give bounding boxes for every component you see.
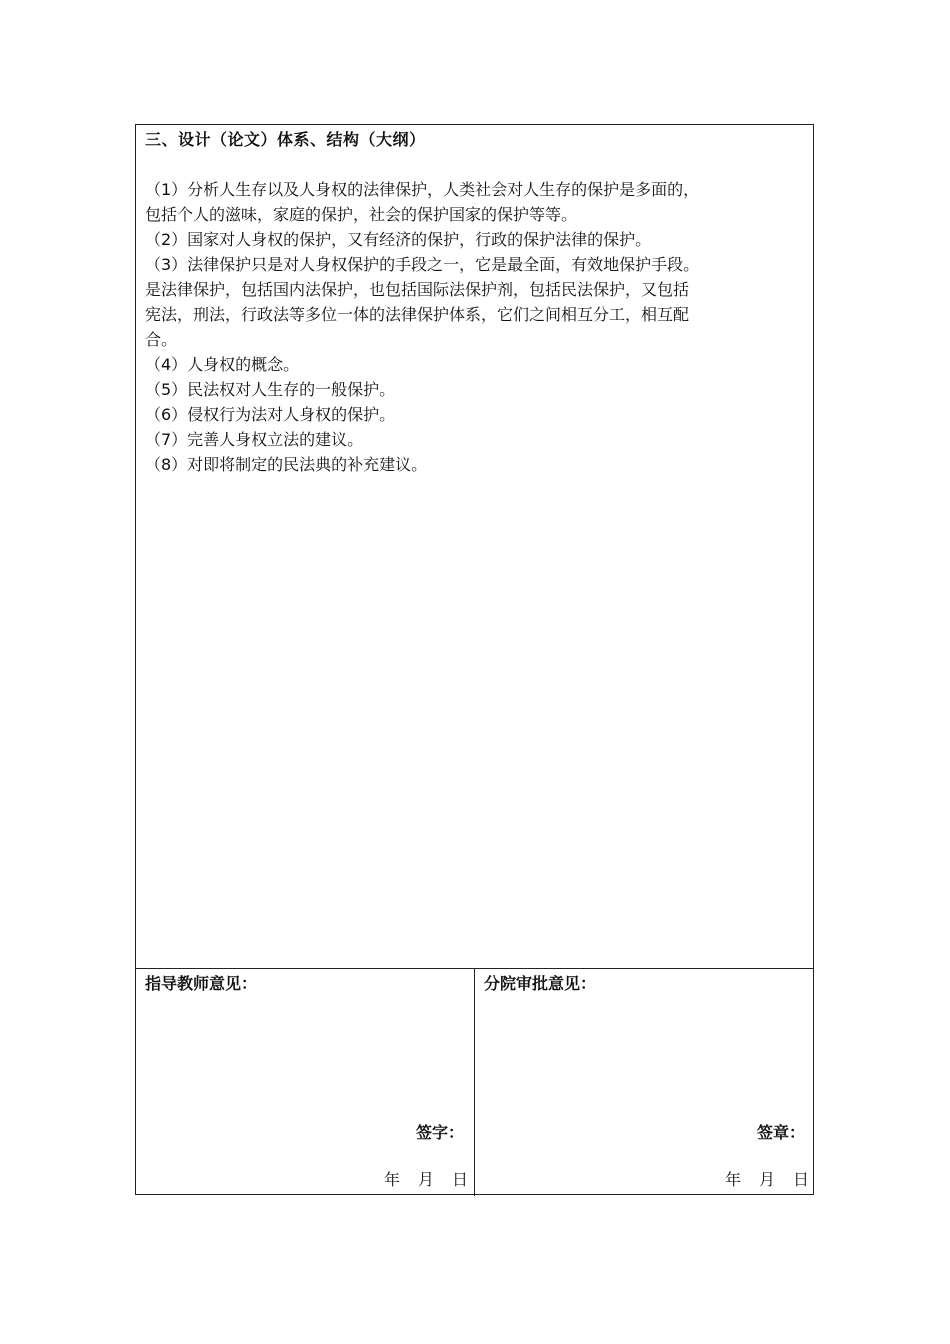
department-approval-title: 分院审批意见： bbox=[484, 974, 597, 993]
outline-section bbox=[136, 125, 813, 969]
outline-line: （2）国家对人身权的保护，又有经济的保护，行政的保护法律的保护。 bbox=[145, 230, 652, 249]
outline-body bbox=[145, 177, 809, 477]
department-date-month: 月 bbox=[758, 1170, 775, 1189]
department-date-day: 日 bbox=[792, 1170, 809, 1189]
outline-line: （7）完善人身权立法的建议。 bbox=[145, 430, 364, 449]
outline-line: （6）侵权行为法对人身权的保护。 bbox=[145, 405, 396, 424]
department-date-row bbox=[725, 1169, 809, 1191]
advisor-opinion-title: 指导教师意见： bbox=[145, 974, 258, 993]
outline-line: （5）民法权对人生存的一般保护。 bbox=[145, 380, 396, 399]
outline-line: （8）对即将制定的民法典的补充建议。 bbox=[145, 455, 428, 474]
advisor-date-row bbox=[384, 1169, 468, 1191]
outline-title: 三、设计（论文）体系、结构（大纲） bbox=[145, 130, 426, 149]
outline-line: 包括个人的滋味，家庭的保护，社会的保护国家的保护等等。 bbox=[145, 205, 578, 224]
department-seal-label: 签章： bbox=[756, 1123, 805, 1142]
advisor-signature-label: 签字： bbox=[415, 1123, 464, 1142]
proposal-form-table bbox=[135, 124, 814, 1195]
outline-line: 宪法，刑法，行政法等多位一体的法律保护体系，它们之间相互分工，相互配 bbox=[145, 305, 690, 324]
outline-line: （4）人身权的概念。 bbox=[145, 355, 300, 374]
advisor-date-year: 年 bbox=[383, 1170, 400, 1189]
department-approval-cell bbox=[475, 969, 815, 1196]
outline-line: （1）分析人生存以及人身权的法律保护，人类社会对人生存的保护是多面的， bbox=[145, 180, 700, 199]
advisor-date-month: 月 bbox=[417, 1170, 434, 1189]
outline-line: （3）法律保护只是对人身权保护的手段之一，它是最全面，有效地保护手段。 bbox=[145, 255, 700, 274]
department-date-year: 年 bbox=[724, 1170, 741, 1189]
advisor-date-day: 日 bbox=[451, 1170, 468, 1189]
advisor-opinion-cell bbox=[136, 969, 475, 1196]
outline-line: 是法律保护，包括国内法保护，也包括国际法保护剂，包括民法保护，又包括 bbox=[145, 280, 690, 299]
outline-line: 合。 bbox=[145, 330, 178, 349]
